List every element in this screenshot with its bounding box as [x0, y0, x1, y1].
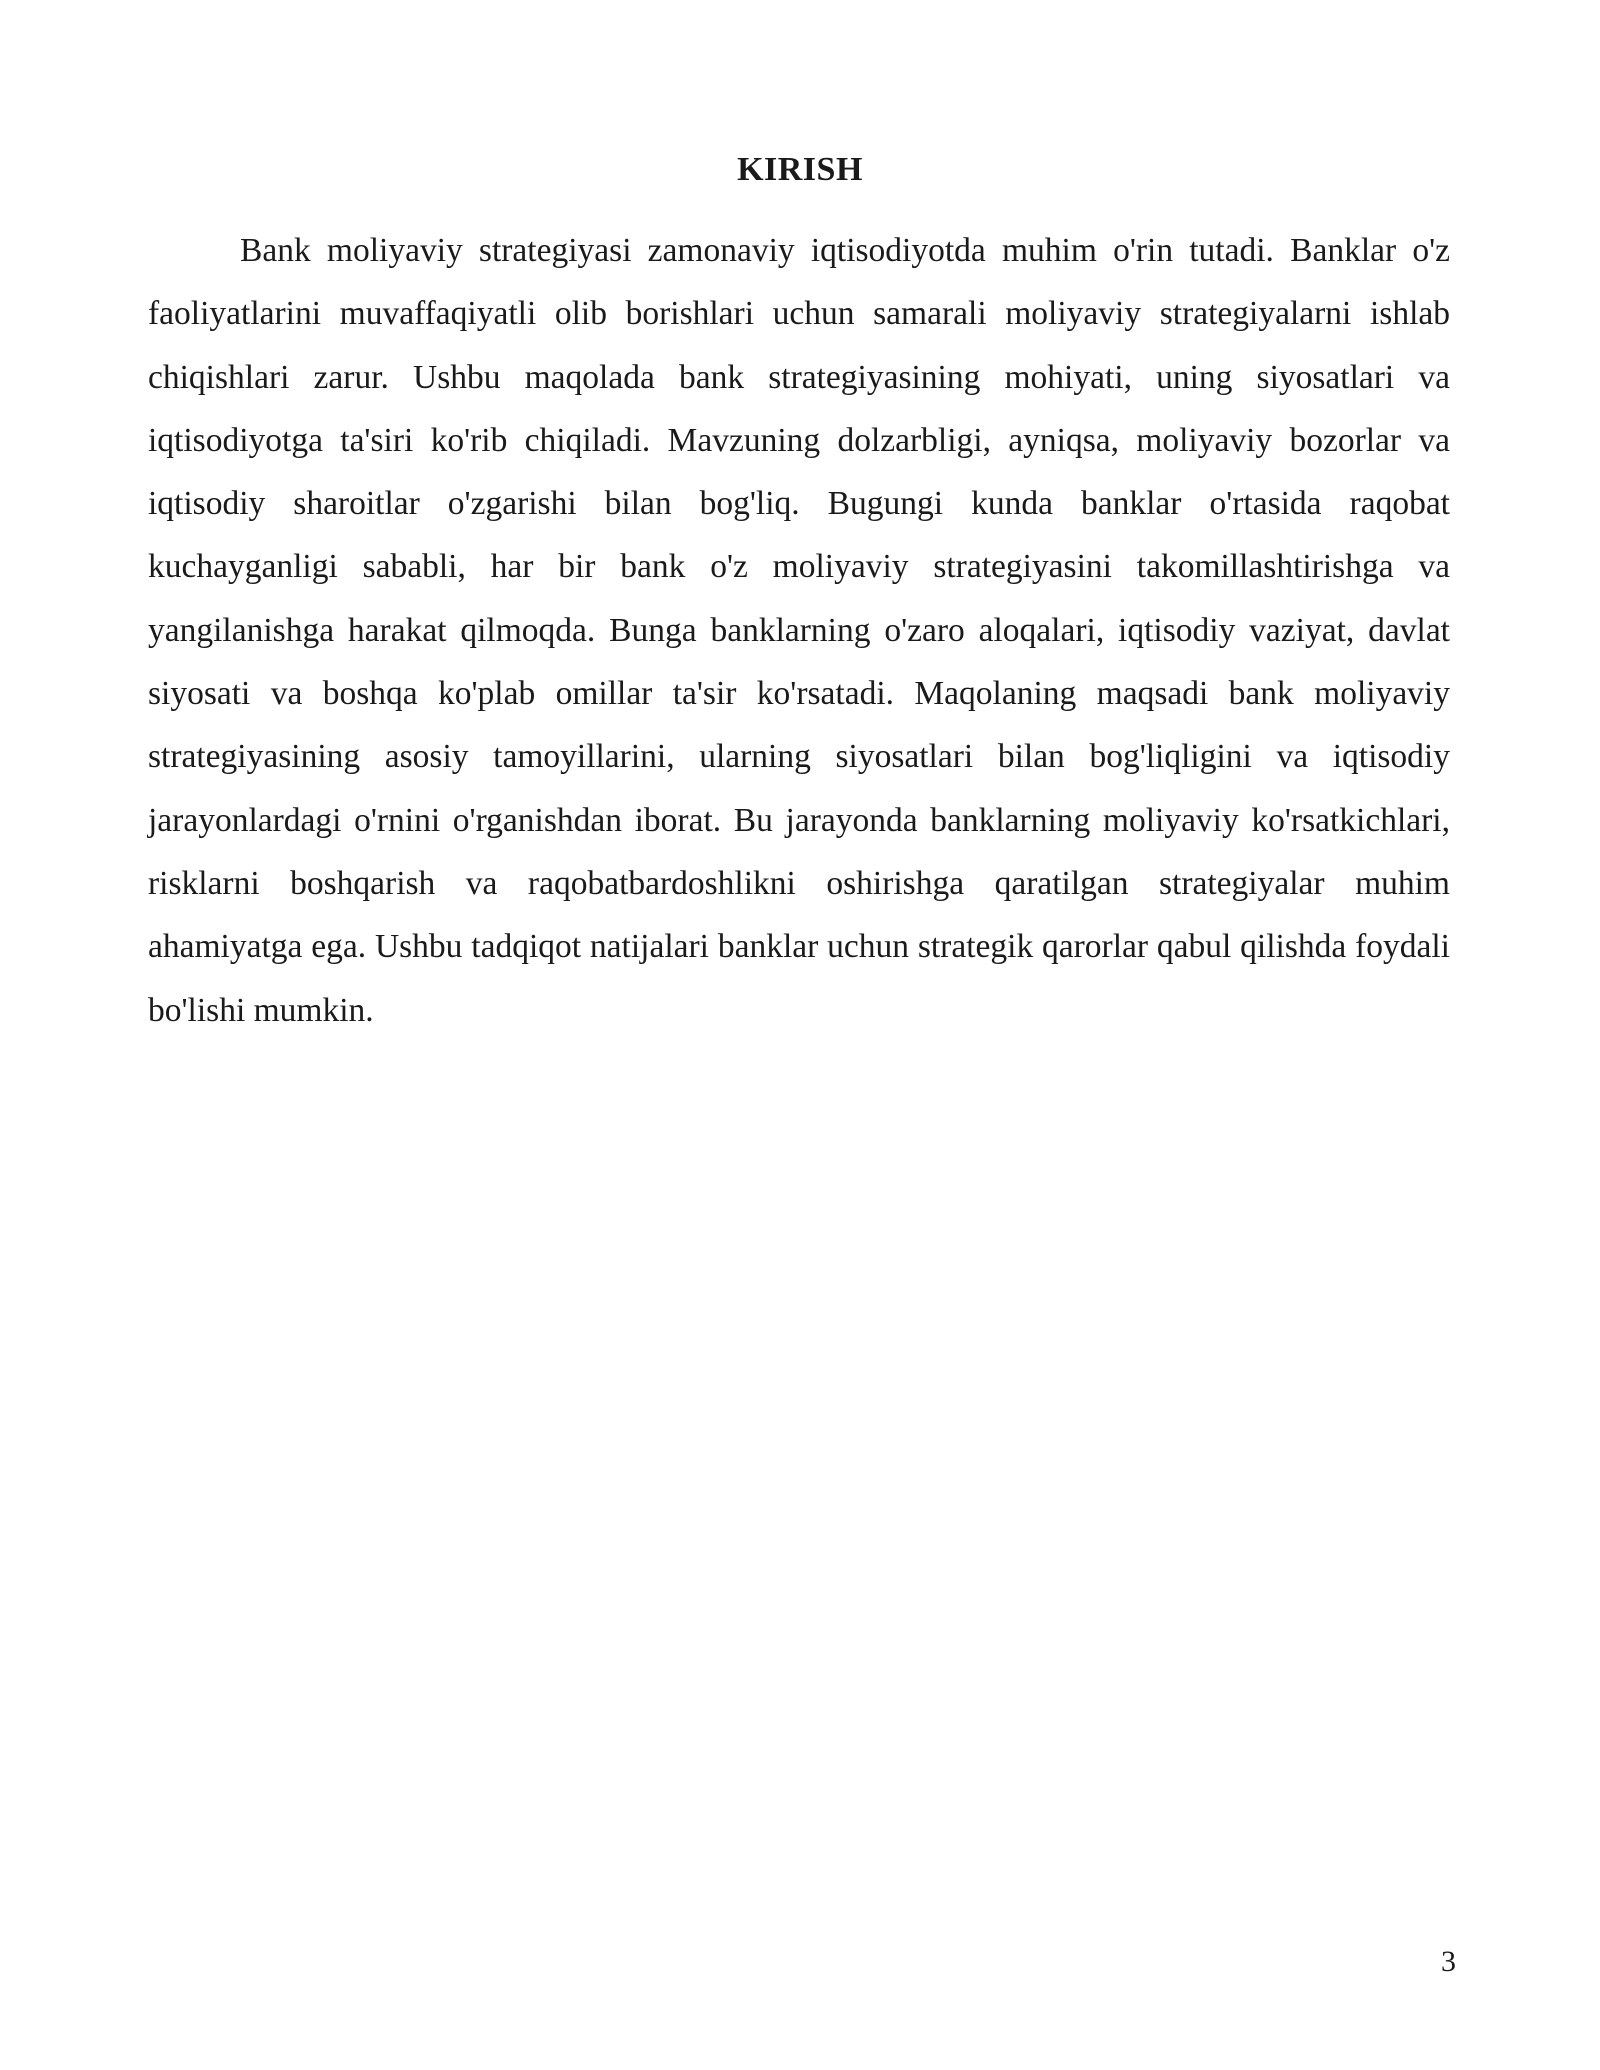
- body-paragraph: Bank moliyaviy strategiyasi zamonaviy iqtisodiyotda muhim o'rin tutadi. Banklar o'z faoliyatlarini muvaffaqiyatli olib borishlari uchun samarali moliyaviy strategiyalarni ishlab chiqishlari zarur. Ushbu maqolada bank strategiyasining mohiyati, uning siyosatlari va iqtisodiyotga ta'siri ko'rib chiqiladi. Mavzuning dolzarbligi, ayniqsa, moliyaviy bozorlar va iqtisodiy sharoitlar o'zgarishi bilan bog'liq. Bugungi kunda banklar o'rtasida raqobat kuchayganligi sababli, har bir bank o'z moliyaviy strategiyasini takomillashtirishga va yangilanishga harakat qilmoqda. Bunga banklarning o'zaro aloqalari, iqtisodiy vaziyat, davlat siyosati va boshqa ko'plab omillar ta'sir ko'rsatadi. Maqolaning maqsadi bank moliyaviy strategiyasining asosiy tamoyillarini, ularning siyosatlari bilan bog'liqligini va iqtisodiy jarayonlardagi o'rnini o'rganishdan iborat. Bu jarayonda banklarning moliyaviy ko'rsatkichlari, risklarni boshqarish va raqobatbardoshlikni oshirishga qaratilgan strategiyalar muhim ahamiyatga ega. Ushbu tadqiqot natijalari banklar uchun strategik qarorlar qabul qilishda foydali bo'lishi mumkin.: [148, 232, 1450, 1029]
- section-heading: KIRISH: [737, 151, 863, 188]
- page-number: 3: [1441, 1945, 1456, 1978]
